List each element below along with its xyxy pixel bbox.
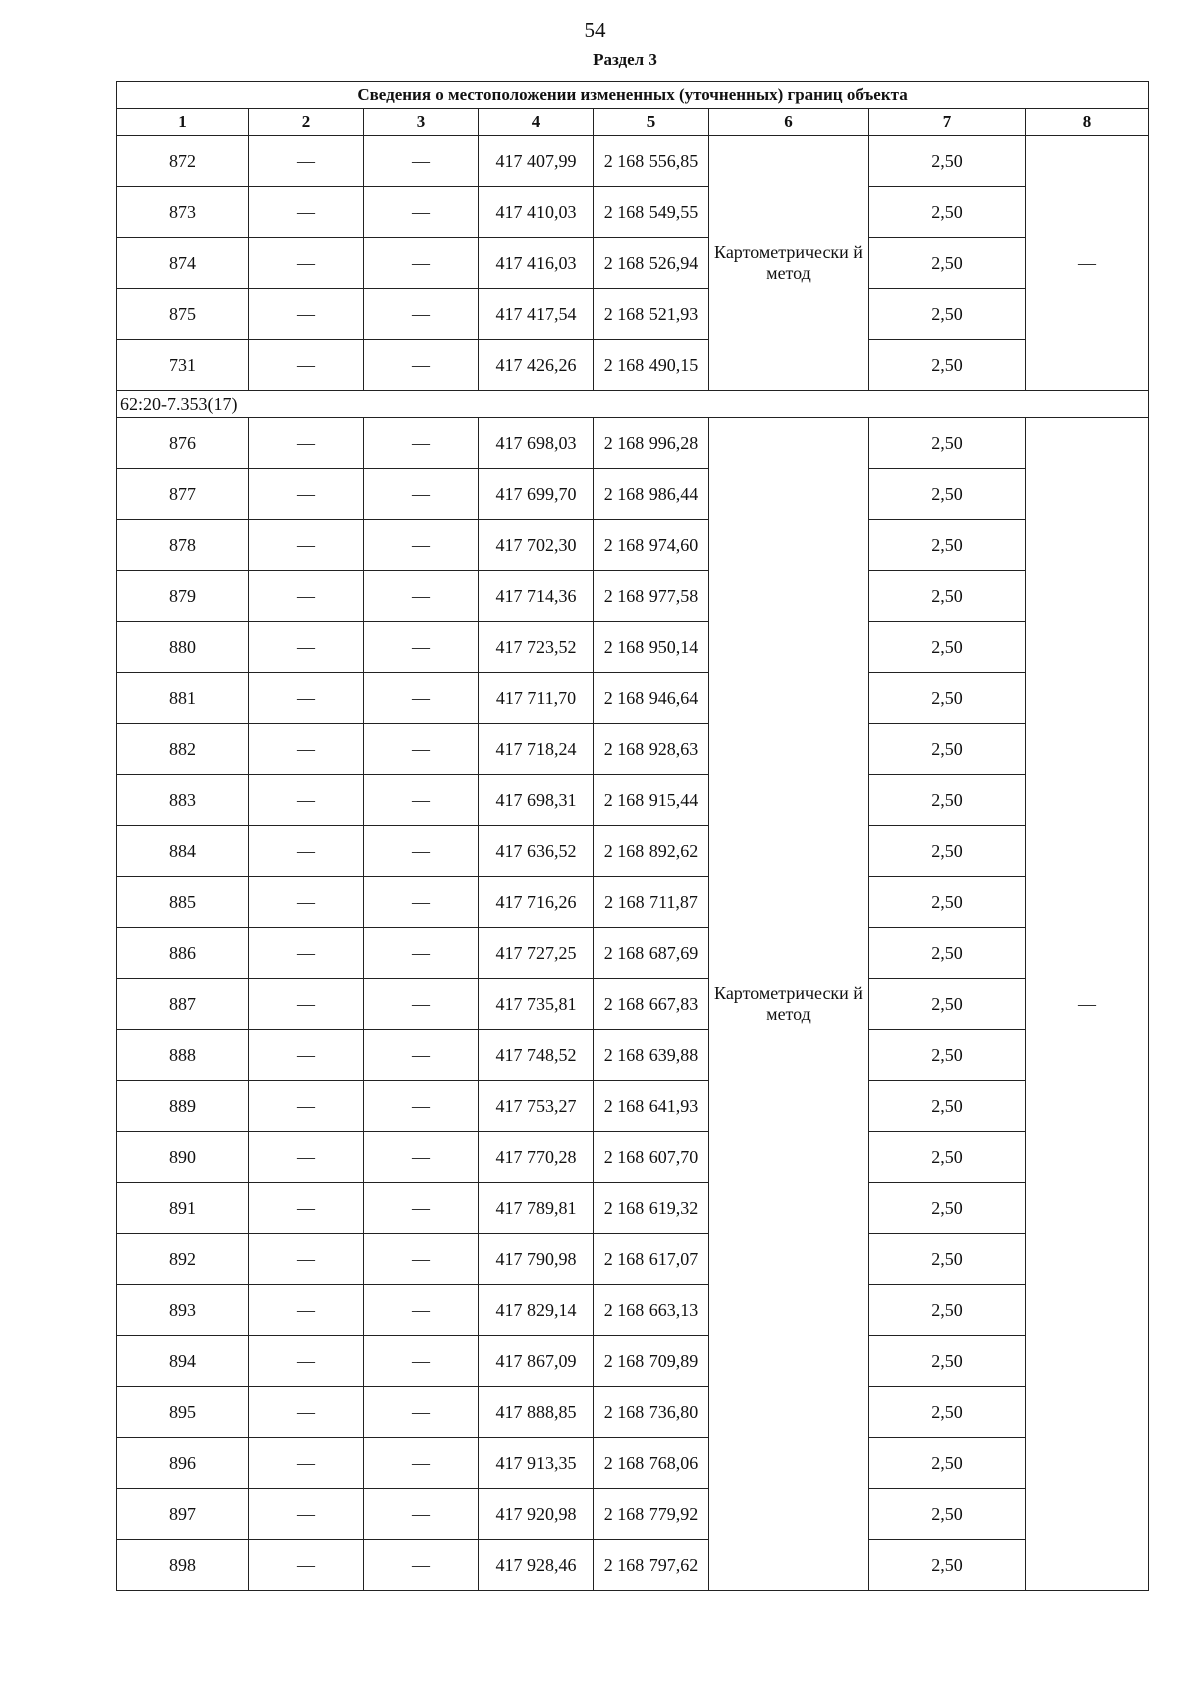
x-coordinate-cell: 417 888,85: [479, 1387, 594, 1438]
y-coordinate-cell: 2 168 709,89: [594, 1336, 709, 1387]
x-coordinate-cell: 417 698,31: [479, 775, 594, 826]
accuracy-cell: 2,50: [869, 979, 1026, 1030]
table-row: [117, 724, 1149, 775]
x-coordinate-cell: 417 770,28: [479, 1132, 594, 1183]
x-coordinate-cell: 417 702,30: [479, 520, 594, 571]
accuracy-cell: 2,50: [869, 1489, 1026, 1540]
x-coordinate-cell: 417 410,03: [479, 187, 594, 238]
method-cell: Картометрически й метод: [709, 418, 869, 1591]
x-coordinate-cell: 417 867,09: [479, 1336, 594, 1387]
accuracy-cell: 2,50: [869, 775, 1026, 826]
y-coordinate-cell: 2 168 490,15: [594, 340, 709, 391]
y-coordinate-cell: 2 168 607,70: [594, 1132, 709, 1183]
y-coordinate-cell: 2 168 986,44: [594, 469, 709, 520]
y-coordinate-cell: 2 168 768,06: [594, 1438, 709, 1489]
table-row: [117, 1540, 1149, 1591]
y-coordinate-cell: 2 168 928,63: [594, 724, 709, 775]
point-id-cell: 891: [117, 1183, 249, 1234]
dash-cell: —: [364, 1387, 479, 1438]
point-id-cell: 875: [117, 289, 249, 340]
table-row: [117, 622, 1149, 673]
x-coordinate-cell: 417 727,25: [479, 928, 594, 979]
dash-cell: —: [1026, 418, 1149, 1591]
dash-cell: —: [364, 1540, 479, 1591]
accuracy-cell: 2,50: [869, 238, 1026, 289]
point-id-cell: 894: [117, 1336, 249, 1387]
dash-cell: —: [249, 1336, 364, 1387]
dash-cell: —: [364, 1081, 479, 1132]
dash-cell: —: [249, 1081, 364, 1132]
x-coordinate-cell: 417 718,24: [479, 724, 594, 775]
point-id-cell: 879: [117, 571, 249, 622]
y-coordinate-cell: 2 168 687,69: [594, 928, 709, 979]
dash-cell: —: [249, 1234, 364, 1285]
accuracy-cell: 2,50: [869, 520, 1026, 571]
accuracy-cell: 2,50: [869, 1081, 1026, 1132]
point-id-cell: 874: [117, 238, 249, 289]
section-title: Раздел 3: [593, 50, 657, 69]
dash-cell: —: [364, 979, 479, 1030]
accuracy-cell: 2,50: [869, 724, 1026, 775]
dash-cell: —: [249, 673, 364, 724]
accuracy-cell: 2,50: [869, 1030, 1026, 1081]
dash-cell: —: [249, 1489, 364, 1540]
table-row: [117, 1285, 1149, 1336]
dash-cell: —: [364, 724, 479, 775]
point-id-cell: 892: [117, 1234, 249, 1285]
point-id-cell: 881: [117, 673, 249, 724]
point-id-cell: 890: [117, 1132, 249, 1183]
x-coordinate-cell: 417 426,26: [479, 340, 594, 391]
table-row: [117, 340, 1149, 391]
y-coordinate-cell: 2 168 549,55: [594, 187, 709, 238]
accuracy-cell: 2,50: [869, 418, 1026, 469]
table-row: [117, 136, 1149, 187]
accuracy-cell: 2,50: [869, 1438, 1026, 1489]
dash-cell: —: [364, 1030, 479, 1081]
table-row: [117, 571, 1149, 622]
table-header-row: [117, 109, 1149, 136]
point-id-cell: 878: [117, 520, 249, 571]
method-cell: Картометрически й метод: [709, 136, 869, 391]
dash-cell: —: [249, 877, 364, 928]
y-coordinate-cell: 2 168 996,28: [594, 418, 709, 469]
x-coordinate-cell: 417 407,99: [479, 136, 594, 187]
point-id-cell: 872: [117, 136, 249, 187]
point-id-cell: 883: [117, 775, 249, 826]
y-coordinate-cell: 2 168 619,32: [594, 1183, 709, 1234]
dash-cell: —: [1026, 136, 1149, 391]
dash-cell: —: [364, 826, 479, 877]
x-coordinate-cell: 417 920,98: [479, 1489, 594, 1540]
column-header: 5: [594, 109, 709, 136]
point-id-cell: 897: [117, 1489, 249, 1540]
table-row: [117, 187, 1149, 238]
group-label-row: [117, 391, 1149, 418]
x-coordinate-cell: 417 723,52: [479, 622, 594, 673]
column-header: 4: [479, 109, 594, 136]
table-row: [117, 1438, 1149, 1489]
accuracy-cell: 2,50: [869, 1234, 1026, 1285]
dash-cell: —: [364, 187, 479, 238]
y-coordinate-cell: 2 168 521,93: [594, 289, 709, 340]
point-id-cell: 880: [117, 622, 249, 673]
point-id-cell: 889: [117, 1081, 249, 1132]
column-header: 6: [709, 109, 869, 136]
dash-cell: —: [249, 622, 364, 673]
dash-cell: —: [249, 1030, 364, 1081]
x-coordinate-cell: 417 753,27: [479, 1081, 594, 1132]
dash-cell: —: [364, 1183, 479, 1234]
dash-cell: —: [364, 673, 479, 724]
dash-cell: —: [364, 571, 479, 622]
x-coordinate-cell: 417 417,54: [479, 289, 594, 340]
dash-cell: —: [364, 928, 479, 979]
dash-cell: —: [249, 418, 364, 469]
table-row: [117, 673, 1149, 724]
point-id-cell: 873: [117, 187, 249, 238]
accuracy-cell: 2,50: [869, 928, 1026, 979]
x-coordinate-cell: 417 416,03: [479, 238, 594, 289]
accuracy-cell: 2,50: [869, 1336, 1026, 1387]
column-header: 8: [1026, 109, 1149, 136]
table-row: [117, 1489, 1149, 1540]
dash-cell: —: [249, 1387, 364, 1438]
table-row: [117, 469, 1149, 520]
y-coordinate-cell: 2 168 736,80: [594, 1387, 709, 1438]
dash-cell: —: [364, 418, 479, 469]
x-coordinate-cell: 417 913,35: [479, 1438, 594, 1489]
dash-cell: —: [364, 289, 479, 340]
table-row: [117, 238, 1149, 289]
y-coordinate-cell: 2 168 779,92: [594, 1489, 709, 1540]
y-coordinate-cell: 2 168 641,93: [594, 1081, 709, 1132]
accuracy-cell: 2,50: [869, 826, 1026, 877]
table-row: [117, 1081, 1149, 1132]
table-row: [117, 1336, 1149, 1387]
x-coordinate-cell: 417 790,98: [479, 1234, 594, 1285]
y-coordinate-cell: 2 168 797,62: [594, 1540, 709, 1591]
dash-cell: —: [249, 340, 364, 391]
dash-cell: —: [249, 826, 364, 877]
table-row: [117, 1234, 1149, 1285]
dash-cell: —: [364, 238, 479, 289]
accuracy-cell: 2,50: [869, 187, 1026, 238]
dash-cell: —: [364, 520, 479, 571]
column-header: 3: [364, 109, 479, 136]
x-coordinate-cell: 417 735,81: [479, 979, 594, 1030]
column-header: 7: [869, 109, 1026, 136]
point-id-cell: 885: [117, 877, 249, 928]
table-row: [117, 289, 1149, 340]
table-row: [117, 520, 1149, 571]
accuracy-cell: 2,50: [869, 877, 1026, 928]
table-row: [117, 1132, 1149, 1183]
point-id-cell: 884: [117, 826, 249, 877]
dash-cell: —: [364, 1285, 479, 1336]
accuracy-cell: 2,50: [869, 1540, 1026, 1591]
cadastral-group-label: 62:20-7.353(17): [117, 391, 1149, 418]
x-coordinate-cell: 417 714,36: [479, 571, 594, 622]
table-row: [117, 928, 1149, 979]
point-id-cell: 731: [117, 340, 249, 391]
point-id-cell: 898: [117, 1540, 249, 1591]
dash-cell: —: [249, 469, 364, 520]
y-coordinate-cell: 2 168 950,14: [594, 622, 709, 673]
point-id-cell: 876: [117, 418, 249, 469]
dash-cell: —: [364, 340, 479, 391]
dash-cell: —: [364, 1489, 479, 1540]
x-coordinate-cell: 417 928,46: [479, 1540, 594, 1591]
dash-cell: —: [249, 1183, 364, 1234]
point-id-cell: 893: [117, 1285, 249, 1336]
table-row: [117, 418, 1149, 469]
point-id-cell: 896: [117, 1438, 249, 1489]
dash-cell: —: [249, 724, 364, 775]
table-row: [117, 877, 1149, 928]
y-coordinate-cell: 2 168 974,60: [594, 520, 709, 571]
dash-cell: —: [249, 775, 364, 826]
dash-cell: —: [249, 928, 364, 979]
x-coordinate-cell: 417 699,70: [479, 469, 594, 520]
y-coordinate-cell: 2 168 711,87: [594, 877, 709, 928]
dash-cell: —: [364, 877, 479, 928]
dash-cell: —: [364, 469, 479, 520]
table-row: [117, 1030, 1149, 1081]
dash-cell: —: [364, 1234, 479, 1285]
dash-cell: —: [249, 187, 364, 238]
dash-cell: —: [249, 1540, 364, 1591]
dash-cell: —: [364, 622, 479, 673]
point-id-cell: 888: [117, 1030, 249, 1081]
table-row: [117, 979, 1149, 1030]
x-coordinate-cell: 417 698,03: [479, 418, 594, 469]
accuracy-cell: 2,50: [869, 1132, 1026, 1183]
accuracy-cell: 2,50: [869, 622, 1026, 673]
table-row: [117, 1387, 1149, 1438]
y-coordinate-cell: 2 168 892,62: [594, 826, 709, 877]
y-coordinate-cell: 2 168 977,58: [594, 571, 709, 622]
accuracy-cell: 2,50: [869, 136, 1026, 187]
dash-cell: —: [364, 775, 479, 826]
y-coordinate-cell: 2 168 663,13: [594, 1285, 709, 1336]
point-id-cell: 886: [117, 928, 249, 979]
column-header: 2: [249, 109, 364, 136]
accuracy-cell: 2,50: [869, 289, 1026, 340]
dash-cell: —: [249, 1438, 364, 1489]
table-caption: Сведения о местоположении измененных (уточненных) границ объекта: [117, 82, 1149, 109]
y-coordinate-cell: 2 168 915,44: [594, 775, 709, 826]
accuracy-cell: 2,50: [869, 1387, 1026, 1438]
y-coordinate-cell: 2 168 946,64: [594, 673, 709, 724]
x-coordinate-cell: 417 748,52: [479, 1030, 594, 1081]
dash-cell: —: [249, 979, 364, 1030]
dash-cell: —: [249, 289, 364, 340]
dash-cell: —: [249, 238, 364, 289]
dash-cell: —: [364, 136, 479, 187]
accuracy-cell: 2,50: [869, 673, 1026, 724]
dash-cell: —: [364, 1336, 479, 1387]
dash-cell: —: [364, 1132, 479, 1183]
page-number: 54: [584, 18, 606, 42]
point-id-cell: 877: [117, 469, 249, 520]
accuracy-cell: 2,50: [869, 469, 1026, 520]
boundary-coordinates-table: [116, 81, 1149, 1591]
x-coordinate-cell: 417 711,70: [479, 673, 594, 724]
dash-cell: —: [249, 1132, 364, 1183]
x-coordinate-cell: 417 789,81: [479, 1183, 594, 1234]
accuracy-cell: 2,50: [869, 571, 1026, 622]
table-row: [117, 826, 1149, 877]
dash-cell: —: [249, 520, 364, 571]
x-coordinate-cell: 417 716,26: [479, 877, 594, 928]
y-coordinate-cell: 2 168 526,94: [594, 238, 709, 289]
accuracy-cell: 2,50: [869, 1183, 1026, 1234]
table-row: [117, 1183, 1149, 1234]
accuracy-cell: 2,50: [869, 1285, 1026, 1336]
point-id-cell: 882: [117, 724, 249, 775]
x-coordinate-cell: 417 829,14: [479, 1285, 594, 1336]
accuracy-cell: 2,50: [869, 340, 1026, 391]
point-id-cell: 887: [117, 979, 249, 1030]
x-coordinate-cell: 417 636,52: [479, 826, 594, 877]
column-header: 1: [117, 109, 249, 136]
dash-cell: —: [249, 571, 364, 622]
y-coordinate-cell: 2 168 639,88: [594, 1030, 709, 1081]
dash-cell: —: [249, 136, 364, 187]
y-coordinate-cell: 2 168 556,85: [594, 136, 709, 187]
point-id-cell: 895: [117, 1387, 249, 1438]
dash-cell: —: [364, 1438, 479, 1489]
dash-cell: —: [249, 1285, 364, 1336]
table-row: [117, 775, 1149, 826]
y-coordinate-cell: 2 168 667,83: [594, 979, 709, 1030]
y-coordinate-cell: 2 168 617,07: [594, 1234, 709, 1285]
